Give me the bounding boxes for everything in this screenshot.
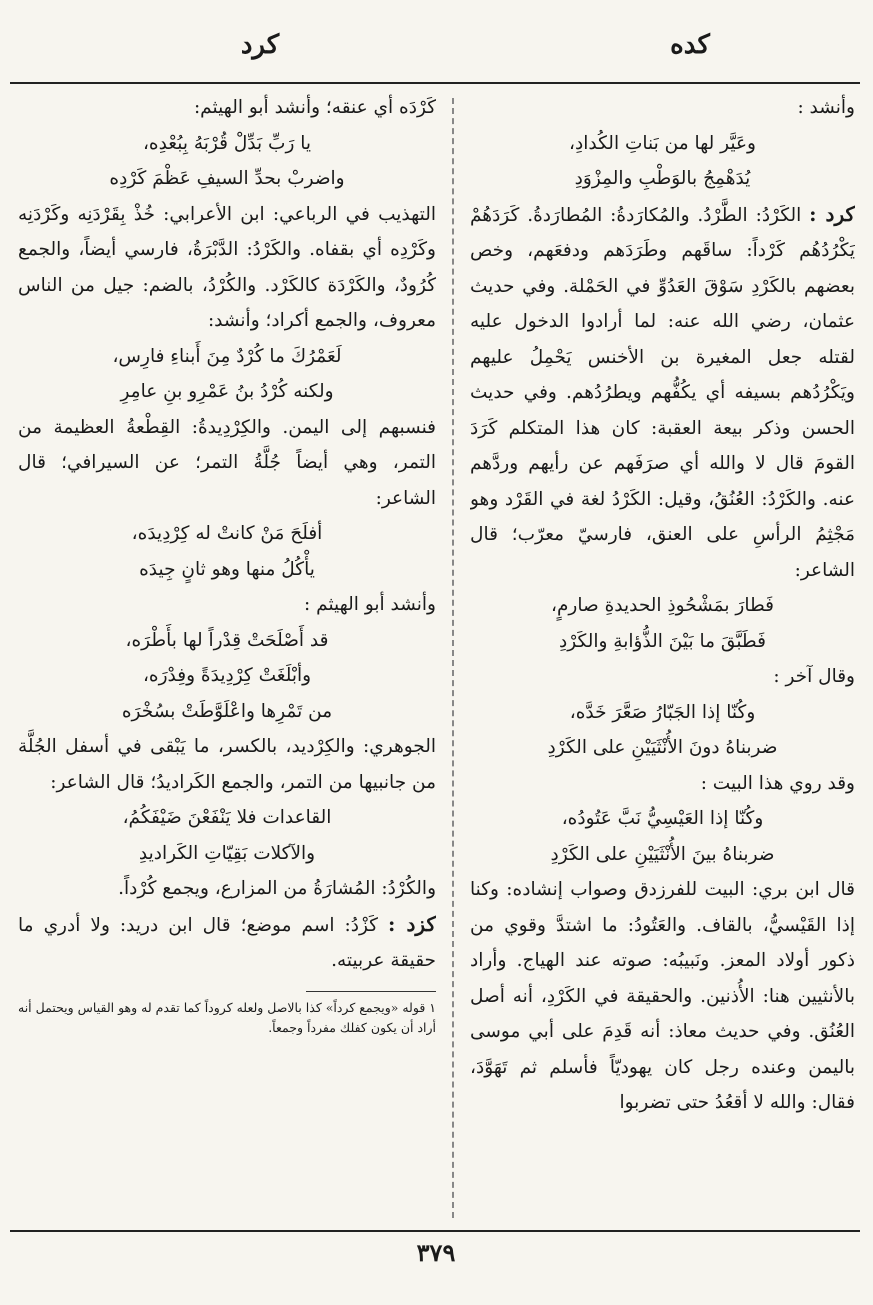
entry-headword-kazd: كزد : [388, 911, 436, 936]
body-paragraph: كَرْدَه أي عنقه؛ وأنشد أبو الهيثم: [193, 97, 436, 118]
top-rule [10, 82, 860, 84]
verse-line: والآكلات بَقِيّاتِ الكَراديدِ [138, 842, 316, 864]
verse-line: وعَيَّر لها من بَناتِ الكُدادِ، [569, 132, 756, 154]
verse-line: أفلَحَ مَنْ كانتْ له كِرْدِيدَه، [131, 523, 323, 544]
verse-line: ضربناهُ دونَ الأُنْثَيَيْنِ على الكَرْدِ [547, 737, 778, 758]
verse-line: من تَمْرِها واعْلَوَّطَتْ بسُخْرَه [121, 700, 333, 722]
right-headword: كده [670, 30, 710, 60]
footnote-rule [306, 991, 436, 992]
right-column [470, 90, 855, 1220]
verse-line: لَعَمْرُكَ ما كُرْدٌ مِنَ أَبناءِ فارِس، [112, 345, 342, 367]
entry-paragraph [470, 197, 855, 589]
verse-line: ولكنه كُرْدُ بنُ عَمْرِو بنِ عامِرِ [120, 381, 334, 402]
entry-text: الكَرْدُ: الطَّرْدُ. والمُكارَدةُ: المُطارَدةُ. كَرَدَهُمْ يَكْرُدُهُم كَرْداً: ساقَهم وطَرَدَهم ودفعَهم، وخص بعضهم بالكَرْدِ سَوْقَ العَدُوِّ في الحَمْلة. وفي حديث عثمان، رضي الله عنه: لما أرادوا الدخول عليه لقتله جعل المغيرة بن الأخنس يَحْمِلُ عليهم ويَكْرُدُهم بسيفه أي يكُفُّهم ويطرُدُهم. وفي حديث الحسن وذكر بيعة العقبة: كان هذا المتكلم كَرَدَ القومَ قال لا والله أي صرَفَهم عن رأيهم وردَّهم عنه. والكَرْدُ: العُنُقُ، وقيل: الكَرْدُ لغة في القَرْد وهو مَجْثِمُ الرأسِ على العنق، فارسيّ معرّب؛ قال الشاعر: [470, 204, 855, 581]
body-paragraph: فنسبهم إلى اليمن. والكِرْدِيدةُ: القِطْعةُ العظيمة من التمر، وهي أيضاً جُلَّةُ التمر؛ عن السيرافي؛ قال الشاعر: [18, 416, 436, 509]
intro-line: وأنشد أبو الهيثم : [304, 594, 436, 615]
verse-line: قد أَصْلَحَتْ قِدْراً لها بأَطْرَه، [125, 629, 329, 651]
intro-line: وأنشد : [797, 97, 855, 118]
body-paragraph: قال ابن بري: البيت للفرزدق وصواب إنشاده: وكنا إذا القَيْسيُّ، بالقاف. والعَتُودُ: ما اشتدَّ وقوي من ذكور أولاد المعز. ونَبيبُه: صوته عند الهياج. وأراد بالأنثيين هنا: الأُذنين. والحقيقة في الكَرْدِ، أنه أصل العُنُق. وفي حديث معاذ: أنه قَدِمَ على أبي موسى باليمن وعنده رجل كان يهوديّاً فأسلم ثم تَهَوَّدَ، فقال: والله لا أقعُدُ حتى تضربوا [470, 879, 855, 1113]
page-number: ٣٧٩ [416, 1238, 456, 1267]
verse-line: فَطَبَّقَ ما بَيْنَ الذُّؤابةِ والكَرْدِ [559, 630, 766, 652]
verse-line: يأْكُلُ منها وهو ثانٍ جِيدَه [139, 558, 315, 580]
verse-line: القاعدات فلا يَنْفَعْنَ ضَيْفَكُمُ، [122, 807, 332, 828]
bottom-rule [10, 1230, 860, 1232]
intro-line: وقال آخر : [773, 666, 855, 687]
intro-line: وقد روي هذا البيت : [700, 772, 855, 794]
body-paragraph: والكُرْدُ: المُشارَةُ من المزارع، ويجمع كُرْداً. [118, 878, 436, 899]
entry-text: كَزْدُ: اسم موضع؛ قال ابن دريد: ولا أدري ما حقيقة عربيته. [18, 914, 436, 971]
body-paragraph: التهذيب في الرباعي: ابن الأعرابي: خُذْ بِقَرْدَنِه وكَرْدَنِه وكَرْدِه أي بقفاه. والكَرْدُ: الدَّبْرَةُ، فارسي أيضاً، والجمع كُرُودٌ، والكَرْدَة كالكَرْد. والكُرْدُ، بالضم: جيل من الناس معروف، والجمع أكراد؛ وأنشد: [18, 203, 436, 331]
column-divider [452, 98, 454, 1218]
entry-paragraph [18, 907, 436, 979]
entry-headword-kard: كرد : [809, 201, 855, 226]
left-column [18, 90, 436, 1220]
verse-line: يُدَهْمِجُ بالوَطْبِ والمِزْوَدِ [574, 168, 751, 189]
body-paragraph: الجوهري: والكِرْديد، بالكسر، ما يَبْقى في أسفل الجُلَّة من جانبيها من التمر، والجمع الكَراديدُ؛ قال الشاعر: [18, 736, 436, 793]
footnote: ١ قوله «ويجمع كرداً» كذا بالاصل ولعله كروداً كما تقدم له وهو القياس ويحتمل أنه أراد أن يكون كفلك مفرداً وجمعاً. [18, 999, 436, 1035]
verse-line: وكُنّا إذا الجَبّارُ صَعَّرَ خَدَّه، [569, 701, 756, 723]
verse-line: وكُنّا إذا العَيْسِيُّ نَبَّ عَتُودُه، [561, 808, 764, 829]
verse-line: ضربناهُ بينَ الأُنْثَيَيْنِ على الكَرْدِ [550, 843, 775, 865]
verse-line: يا رَبِّ بَدِّلْ قُرْبَهُ بِبُعْدِه، [142, 132, 312, 154]
left-headword: كرد [240, 30, 280, 60]
verse-line: فَطارَ بمَشْحُوذِ الحديدةِ صارمٍ، [550, 595, 774, 616]
verse-line: واضربْ بحدِّ السيفِ عَظْمَ كَرْدِه [109, 168, 345, 189]
verse-line: وأبْلَغَتْ كِرْدِيدَةً وفِدْرَه، [142, 665, 312, 686]
